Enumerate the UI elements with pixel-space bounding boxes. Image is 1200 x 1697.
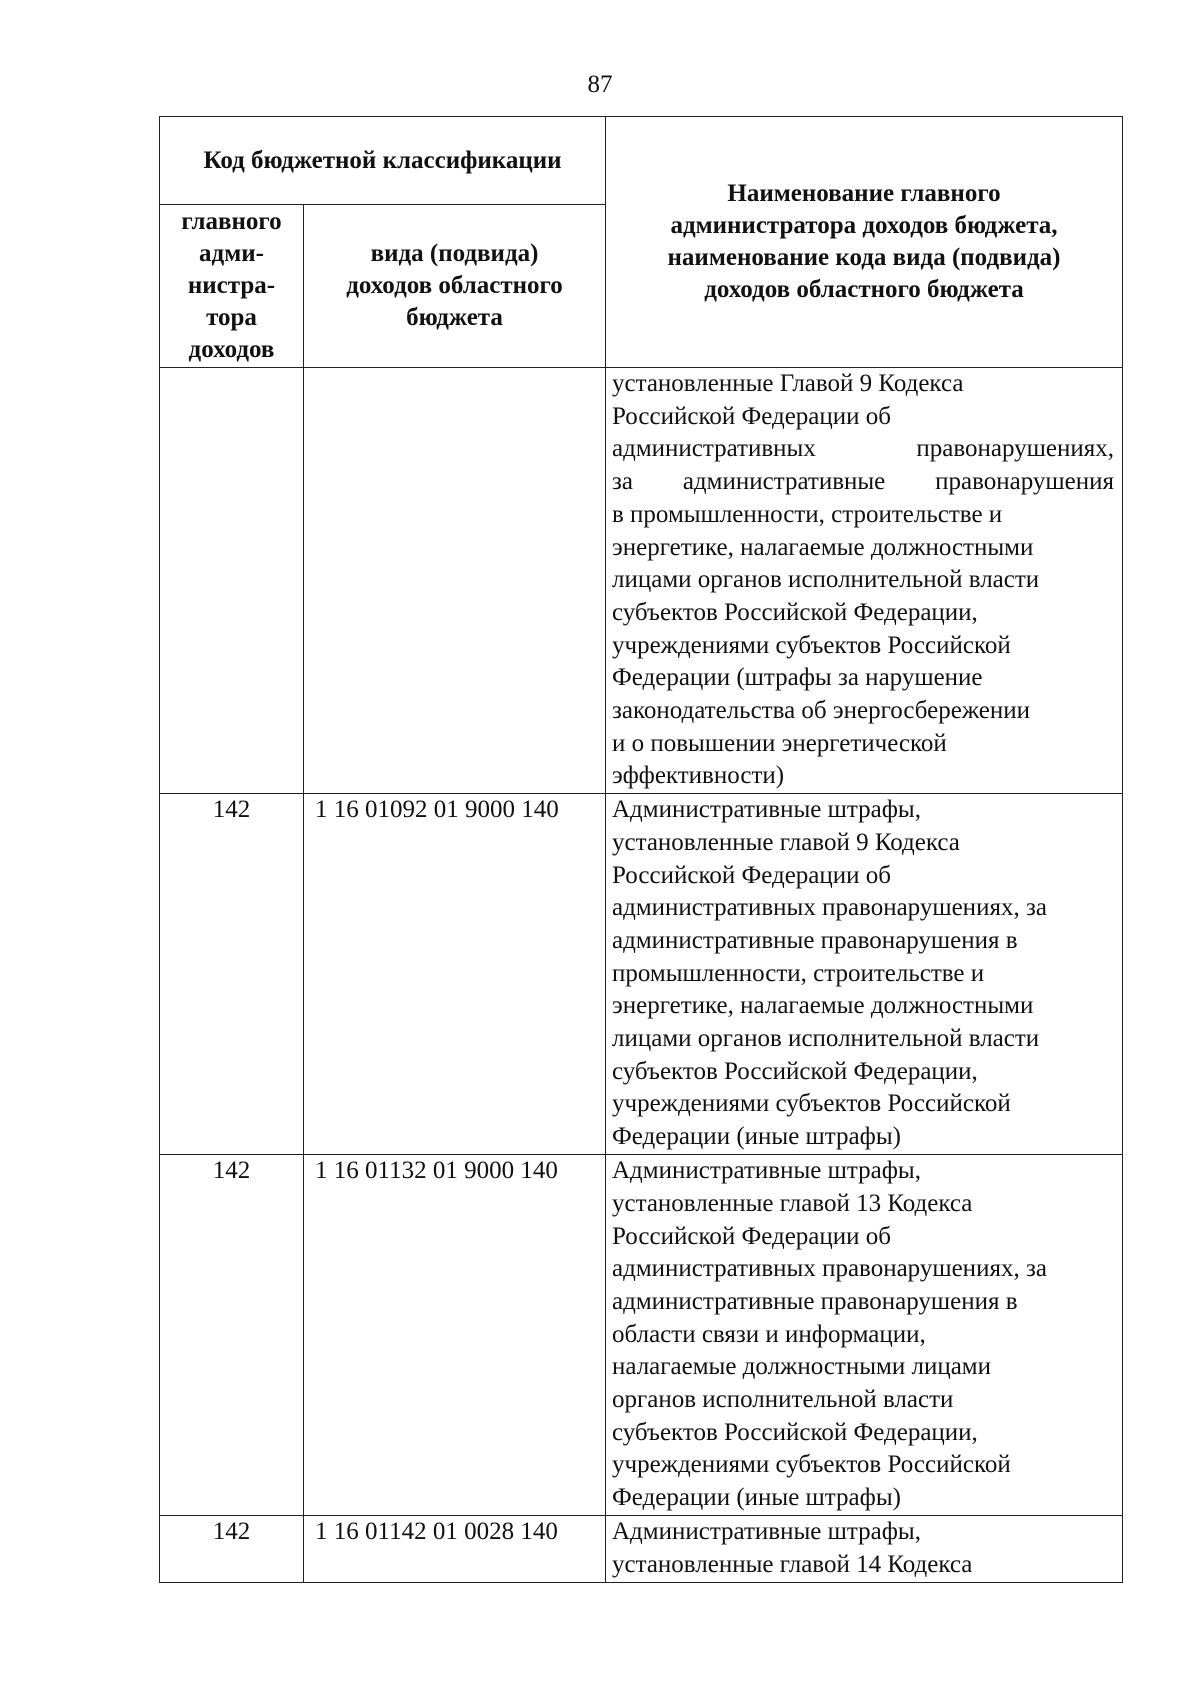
header-name-column <box>606 117 1123 368</box>
description-line: лицами органов исполнительной власти <box>612 1025 1040 1053</box>
description-line: за административные правонарушения <box>612 468 1114 496</box>
description-line: установленные главой 9 Кодекса <box>612 828 960 856</box>
description-line: субъектов Российской Федерации, <box>612 1057 978 1085</box>
description-line: энергетике, налагаемые должностными <box>612 533 1034 561</box>
header-admin-line: адми- <box>199 240 264 267</box>
description-line: области связи и информации, <box>612 1320 926 1348</box>
header-admin-line: нистра- <box>187 272 276 299</box>
description-line: органов исполнительной власти <box>612 1386 954 1414</box>
header-admin-line: доходов <box>188 336 275 363</box>
description-line: административных правонарушениях, за <box>612 894 1047 922</box>
description-cell <box>606 368 1123 794</box>
description-line: Российской Федерации об <box>612 1222 891 1250</box>
table-row <box>160 1516 1123 1582</box>
description-line: административные правонарушения в <box>612 926 1018 954</box>
revenue-code-cell: 1 16 01142 01 0028 140 <box>304 1516 606 1582</box>
description-line: законодательства об энергосбережении <box>612 697 1031 725</box>
description-line: субъектов Российской Федерации, <box>612 1418 978 1446</box>
description-line: в промышленности, строительстве и <box>612 500 1003 528</box>
description-line: учреждениями субъектов Российской <box>612 631 1011 659</box>
description-cell <box>606 1155 1123 1516</box>
description-line: промышленности, строительстве и <box>612 959 985 987</box>
header-name-line: доходов областного бюджета <box>704 276 1024 303</box>
description-line: административных правонарушениях, <box>612 435 1114 463</box>
header-admin-column <box>160 205 304 368</box>
description-line: Российской Федерации об <box>612 861 891 889</box>
description-line: Федерации (иные штрафы) <box>612 1123 901 1151</box>
header-code-column <box>304 205 606 368</box>
admin-code-cell: 142 <box>160 1516 304 1582</box>
revenue-code-cell: 1 16 01132 01 9000 140 <box>304 1155 606 1516</box>
header-code-line: вида (подвида) <box>370 240 539 267</box>
description-cell <box>606 1516 1123 1582</box>
admin-code-cell <box>160 368 304 794</box>
description-line: административные правонарушения в <box>612 1287 1018 1315</box>
page-number: 87 <box>587 71 613 98</box>
description-line: установленные главой 14 Кодекса <box>612 1550 973 1578</box>
description-line: Административные штрафы, <box>612 796 921 824</box>
description-line: субъектов Российской Федерации, <box>612 598 978 626</box>
header-name-line: администратора доходов бюджета, <box>670 212 1058 239</box>
description-line: Российской Федерации об <box>612 402 891 430</box>
header-code-line: бюджета <box>406 304 503 331</box>
header-name-line: Наименование главного <box>727 180 1001 207</box>
description-line: энергетике, налагаемые должностными <box>612 992 1034 1020</box>
header-admin-line: тора <box>206 304 257 331</box>
header-admin-line: главного <box>181 208 282 235</box>
description-line: эффективности) <box>612 762 785 790</box>
header-name-line: наименование кода вида (подвида) <box>667 244 1061 271</box>
description-line: налагаемые должностными лицами <box>612 1353 991 1381</box>
table-row <box>160 794 1123 1155</box>
description-line: установленные главой 13 Кодекса <box>612 1189 973 1217</box>
description-cell <box>606 794 1123 1155</box>
description-line: Административные штрафы, <box>612 1518 921 1546</box>
description-line: и о повышении энергетической <box>612 729 947 757</box>
description-line: лицами органов исполнительной власти <box>612 566 1040 594</box>
description-line: установленные Главой 9 Кодекса <box>612 370 964 397</box>
budget-classification-table <box>159 116 1123 1583</box>
description-line: Административные штрафы, <box>612 1157 921 1185</box>
description-line: Федерации (штрафы за нарушение <box>612 664 983 692</box>
admin-code-cell: 142 <box>160 1155 304 1516</box>
admin-code-cell: 142 <box>160 794 304 1155</box>
revenue-code-cell <box>304 368 606 794</box>
table-row <box>160 368 1123 794</box>
description-line: учреждениями субъектов Российской <box>612 1090 1011 1118</box>
description-line: административных правонарушениях, за <box>612 1255 1047 1283</box>
header-code-line: доходов областного <box>346 272 563 299</box>
description-line: учреждениями субъектов Российской <box>612 1451 1011 1479</box>
description-line: Федерации (иные штрафы) <box>612 1484 901 1512</box>
header-budget-code-group: Код бюджетной классификации <box>160 117 606 205</box>
table-row <box>160 1155 1123 1516</box>
revenue-code-cell: 1 16 01092 01 9000 140 <box>304 794 606 1155</box>
